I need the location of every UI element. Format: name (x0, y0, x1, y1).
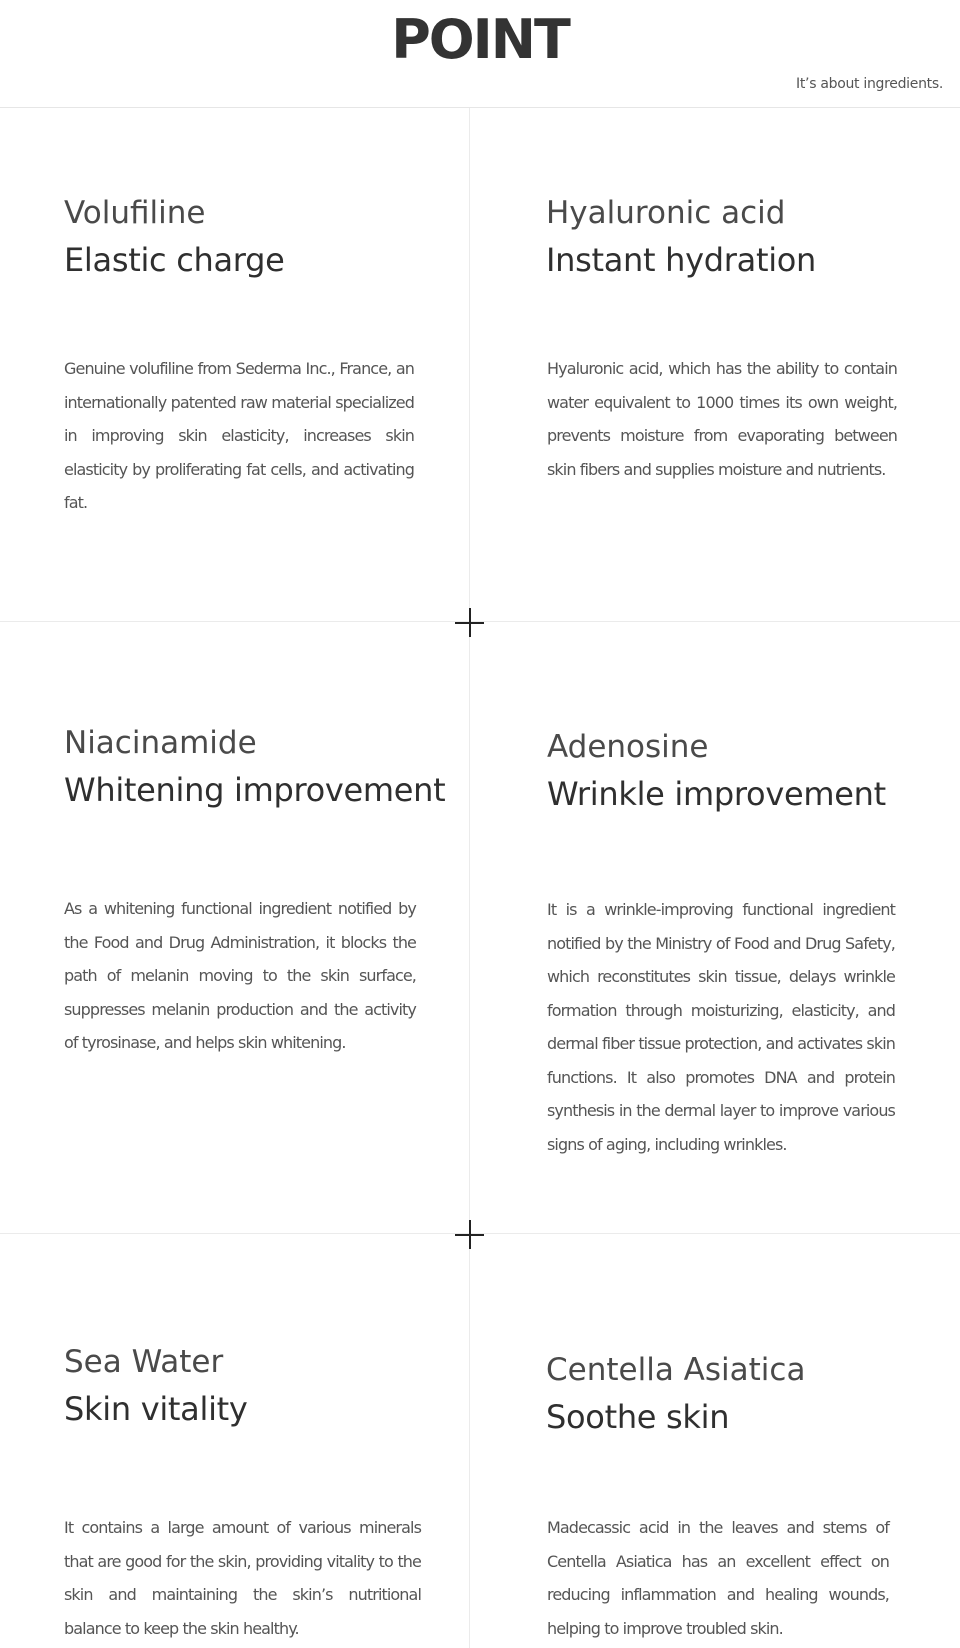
point-card-sea-water (64, 1342, 248, 1430)
benefit-heading: Elastic charge (64, 241, 285, 279)
point-card-volufiline (64, 193, 284, 281)
point-card-hyaluronic-acid (546, 193, 816, 281)
benefit-heading: Instant hydration (546, 241, 817, 279)
ingredient-name: Niacinamide (64, 725, 257, 761)
ingredient-name: Sea Water (64, 1344, 224, 1380)
point-card-centella-asiatica (546, 1350, 805, 1438)
grid-vertical-divider (469, 108, 470, 1648)
plus-icon (455, 608, 484, 637)
benefit-heading: Wrinkle improvement (547, 775, 886, 813)
benefit-heading: Skin vitality (64, 1390, 248, 1428)
point-card-adenosine (547, 727, 886, 815)
plus-icon (455, 1220, 484, 1249)
benefit-heading: Whitening improvement (64, 771, 446, 809)
page-header (0, 0, 960, 108)
page-tagline: It’s about ingredients. (796, 76, 943, 92)
benefit-heading: Soothe skin (546, 1398, 730, 1436)
ingredient-name: Adenosine (547, 729, 709, 765)
ingredient-description: Madecassic acid in the leaves and stems of Centella Asiatica has an excellent effect on reducing inflammation and healing wounds, helping to improve troubled skin. (547, 1518, 889, 1638)
ingredient-description: Genuine volufiline from Sederma Inc., France, an internationally patented raw material specialized in improving skin elasticity, increases skin elasticity by proliferating fat cells, and activating fat. (64, 359, 414, 512)
ingredient-description: Hyaluronic acid, which has the ability to contain water equivalent to 1000 times its own weight, prevents moisture from evaporating between skin fibers and supplies moisture and nutrients. (547, 359, 897, 479)
ingredient-name: Hyaluronic acid (546, 195, 786, 231)
page-title: POINT (391, 8, 569, 71)
ingredient-description: As a whitening functional ingredient notified by the Food and Drug Administration, it blocks the path of melanin moving to the skin surface, suppresses melanin production and the activity of tyrosinase, and helps skin whitening. (64, 899, 416, 1052)
point-card-niacinamide (64, 723, 445, 811)
ingredient-description: It contains a large amount of various minerals that are good for the skin, providing vitality to the skin and maintaining the skin’s nutritional balance to keep the skin healthy. (64, 1518, 421, 1638)
ingredient-name: Centella Asiatica (546, 1352, 806, 1388)
ingredient-name: Volufiline (64, 195, 206, 231)
ingredient-description: It is a wrinkle-improving functional ingredient notified by the Ministry of Food and Drug Safety, which reconstitutes skin tissue, delays wrinkle formation through moisturizing, elasticity, and dermal fiber tissue protection, and activates skin functions. It also promotes DNA and protein synthesis in the dermal layer to improve various signs of aging, including wrinkles. (547, 900, 895, 1154)
